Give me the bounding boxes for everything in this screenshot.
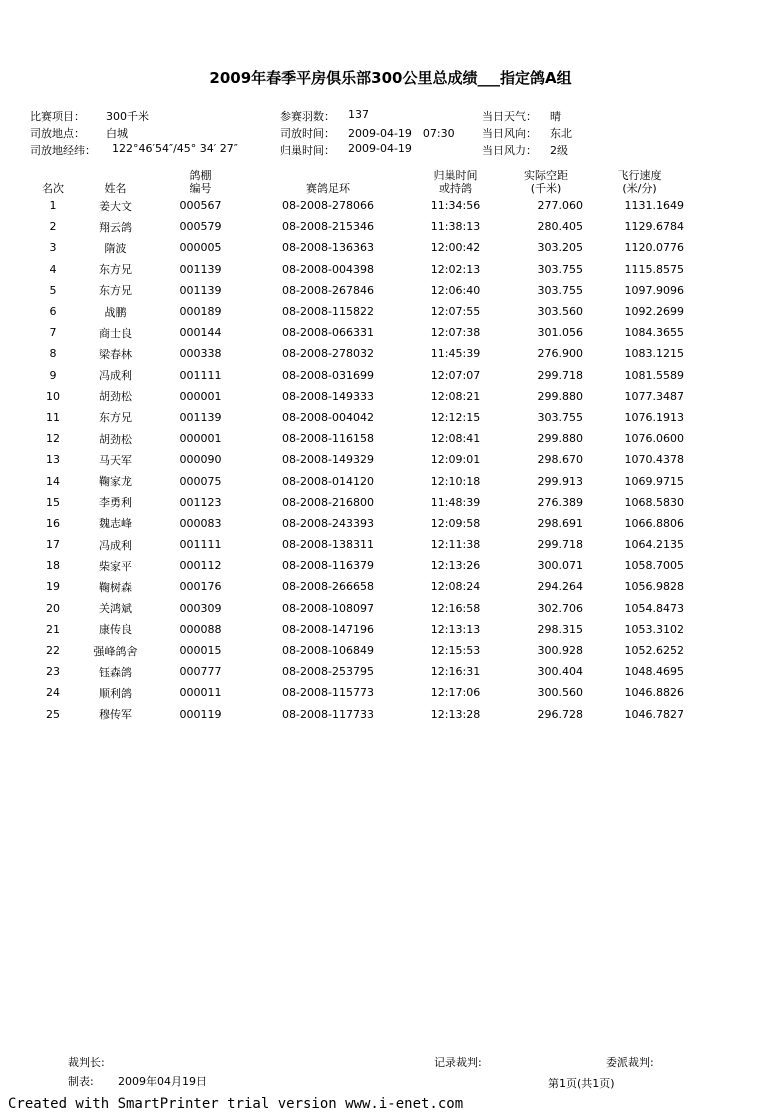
- results-body: [28, 195, 690, 725]
- recorder: 记录裁判:: [434, 1056, 482, 1069]
- cell-name: 鞠家龙: [99, 475, 132, 489]
- cell-rank: 14: [46, 474, 60, 488]
- cell-dist: 300.404: [537, 665, 583, 679]
- cell-speed: 1054.8473: [624, 601, 684, 615]
- cell-loft: 000001: [179, 389, 222, 403]
- cell-speed: 1092.2699: [624, 305, 684, 319]
- cell-speed: 1070.4378: [624, 453, 684, 467]
- cell-speed: 1129.6784: [624, 220, 684, 234]
- cell-name: 穆传军: [99, 708, 132, 722]
- cell-name: 康传良: [99, 623, 132, 637]
- cell-ring: 08-2008-115773: [282, 686, 374, 700]
- cell-speed: 1056.9828: [624, 580, 684, 594]
- cell-speed: 1076.0600: [624, 432, 684, 446]
- cell-rank: 13: [46, 453, 60, 467]
- cell-loft: 000090: [179, 453, 222, 467]
- cell-dist: 298.670: [537, 453, 583, 467]
- cell-loft: 000567: [179, 199, 222, 213]
- table-row: [28, 682, 690, 703]
- release-time-value: 2009-04-19 07:30: [348, 127, 455, 140]
- made-by-label: 制表:: [68, 1075, 94, 1088]
- col-speed: 飞行速度 (米/分): [617, 169, 662, 195]
- cell-ring: 08-2008-115822: [282, 305, 374, 319]
- cell-name: 胡劲松: [99, 390, 132, 404]
- cell-speed: 1077.3487: [624, 389, 684, 403]
- cell-rank: 1: [49, 199, 57, 213]
- cell-rank: 22: [46, 644, 60, 658]
- table-row: [28, 640, 690, 661]
- table-row: [28, 280, 690, 301]
- cell-speed: 1068.5830: [624, 495, 684, 509]
- cell-time: 12:11:38: [430, 538, 481, 552]
- col-time: 归巢时间 或持鸽: [433, 169, 478, 195]
- cell-name: 李勇利: [99, 496, 132, 510]
- cell-dist: 300.560: [537, 686, 583, 700]
- cell-time: 12:08:21: [430, 389, 481, 403]
- table-row: [28, 365, 690, 386]
- cell-loft: 000309: [179, 601, 222, 615]
- cell-speed: 1120.0776: [624, 241, 684, 255]
- cell-dist: 299.718: [537, 368, 583, 382]
- cell-time: 12:16:31: [430, 665, 481, 679]
- cell-ring: 08-2008-014120: [282, 474, 374, 488]
- wind-dir-label: 当日风向：: [482, 127, 537, 140]
- cell-ring: 08-2008-149329: [282, 453, 374, 467]
- cell-loft: 000075: [179, 474, 222, 488]
- cell-time: 12:07:07: [430, 368, 481, 382]
- cell-time: 11:38:13: [430, 220, 481, 234]
- cell-dist: 299.913: [537, 474, 583, 488]
- cell-dist: 296.728: [537, 707, 583, 721]
- cell-time: 11:45:39: [430, 347, 481, 361]
- cell-dist: 277.060: [537, 199, 583, 213]
- cell-rank: 9: [49, 368, 57, 382]
- cell-dist: 299.718: [537, 538, 583, 552]
- watermark: Created with SmartPrinter trial version www.i-enet.com: [8, 1096, 464, 1112]
- cell-ring: 08-2008-108097: [282, 601, 374, 615]
- table-row: [28, 619, 690, 640]
- chief-referee: 裁判长:: [68, 1056, 105, 1069]
- cell-speed: 1097.9096: [624, 283, 684, 297]
- cell-dist: 303.205: [537, 241, 583, 255]
- cell-time: 12:12:15: [430, 410, 481, 424]
- cell-time: 12:10:18: [430, 474, 481, 488]
- cell-speed: 1066.8806: [624, 516, 684, 530]
- col-ring: 赛鸽足环: [306, 182, 350, 195]
- table-header-row: [28, 165, 690, 195]
- cell-rank: 10: [46, 389, 60, 403]
- table-row: [28, 661, 690, 682]
- cell-loft: 000189: [179, 305, 222, 319]
- cell-rank: 8: [49, 347, 57, 361]
- cell-time: 12:09:01: [430, 453, 481, 467]
- cell-rank: 12: [46, 432, 60, 446]
- cell-rank: 7: [49, 326, 57, 340]
- cell-dist: 300.071: [537, 559, 583, 573]
- cell-rank: 6: [49, 305, 57, 319]
- cell-ring: 08-2008-138311: [282, 538, 374, 552]
- assigned-referee: 委派裁判:: [606, 1056, 654, 1069]
- cell-speed: 1064.2135: [624, 538, 684, 552]
- cell-dist: 280.405: [537, 220, 583, 234]
- cell-speed: 1084.3655: [624, 326, 684, 340]
- cell-rank: 17: [46, 538, 60, 552]
- table-row: [28, 195, 690, 216]
- cell-dist: 299.880: [537, 432, 583, 446]
- table-row: [28, 237, 690, 258]
- release-time-label: 司放时间：: [280, 127, 335, 140]
- table-row: [28, 322, 690, 343]
- cell-ring: 08-2008-267846: [282, 283, 374, 297]
- cell-name: 冯成利: [99, 369, 132, 383]
- cell-time: 12:17:06: [430, 686, 481, 700]
- cell-name: 梁春林: [99, 347, 132, 361]
- cell-ring: 08-2008-278032: [282, 347, 374, 361]
- cell-loft: 001111: [179, 368, 222, 382]
- release-coords-value: 122°46′54″/45° 34′ 27″: [112, 142, 238, 155]
- cell-speed: 1058.7005: [624, 559, 684, 573]
- cell-time: 12:06:40: [430, 283, 481, 297]
- made-date: 2009年04月19日: [118, 1075, 207, 1088]
- cell-ring: 08-2008-253795: [282, 665, 374, 679]
- cell-name: 顺利鸽: [99, 686, 132, 700]
- weather-label: 当日天气：: [482, 110, 537, 123]
- cell-speed: 1115.8575: [624, 262, 684, 276]
- cell-speed: 1053.3102: [624, 622, 684, 636]
- results-table: [28, 165, 690, 725]
- cell-dist: 276.900: [537, 347, 583, 361]
- cell-name: 马天军: [99, 453, 132, 467]
- cell-speed: 1048.4695: [624, 665, 684, 679]
- cell-ring: 08-2008-136363: [282, 241, 374, 255]
- cell-dist: 301.056: [537, 326, 583, 340]
- cell-name: 关鸿斌: [99, 602, 132, 616]
- table-row: [28, 470, 690, 491]
- cell-name: 战鹏: [104, 305, 127, 319]
- entries-value: 137: [348, 108, 369, 121]
- cell-name: 隋波: [104, 241, 127, 255]
- cell-name: 胡劲松: [99, 432, 132, 446]
- table-row: [28, 555, 690, 576]
- cell-loft: 001139: [179, 283, 222, 297]
- cell-ring: 08-2008-266658: [282, 580, 374, 594]
- cell-dist: 299.880: [537, 389, 583, 403]
- cell-dist: 298.315: [537, 622, 583, 636]
- table-row: [28, 513, 690, 534]
- cell-loft: 000083: [179, 516, 222, 530]
- cell-name: 姜大文: [99, 199, 132, 213]
- cell-ring: 08-2008-243393: [282, 516, 374, 530]
- cell-rank: 4: [49, 262, 57, 276]
- cell-rank: 24: [46, 686, 60, 700]
- cell-ring: 08-2008-116158: [282, 432, 374, 446]
- return-time-label: 归巢时间：: [280, 144, 335, 157]
- cell-time: 12:13:13: [430, 622, 481, 636]
- table-row: [28, 704, 690, 725]
- cell-ring: 08-2008-215346: [282, 220, 374, 234]
- col-dist: 实际空距 (千米): [524, 169, 568, 195]
- cell-speed: 1052.6252: [624, 644, 684, 658]
- table-row: [28, 428, 690, 449]
- cell-ring: 08-2008-116379: [282, 559, 374, 573]
- cell-rank: 21: [46, 622, 60, 636]
- table-row: [28, 449, 690, 470]
- cell-loft: 000176: [179, 580, 222, 594]
- cell-loft: 000112: [179, 559, 222, 573]
- table-row: [28, 386, 690, 407]
- cell-name: 强峰鸽舍: [93, 644, 138, 658]
- cell-dist: 300.928: [537, 644, 583, 658]
- col-rank: 名次: [42, 182, 64, 195]
- cell-name: 商士良: [99, 326, 132, 340]
- cell-rank: 16: [46, 516, 60, 530]
- cell-time: 12:08:24: [430, 580, 481, 594]
- cell-speed: 1081.5589: [624, 368, 684, 382]
- cell-ring: 08-2008-004398: [282, 262, 374, 276]
- cell-ring: 08-2008-117733: [282, 707, 374, 721]
- table-row: [28, 492, 690, 513]
- col-name: 姓名: [104, 182, 127, 195]
- table-row: [28, 407, 690, 428]
- cell-loft: 000005: [179, 241, 222, 255]
- cell-time: 12:13:28: [430, 707, 481, 721]
- table-row: [28, 343, 690, 364]
- cell-rank: 2: [49, 220, 57, 234]
- cell-time: 12:07:38: [430, 326, 481, 340]
- cell-loft: 000579: [179, 220, 222, 234]
- cell-speed: 1046.7827: [624, 707, 684, 721]
- cell-name: 魏志峰: [99, 517, 132, 531]
- cell-ring: 08-2008-278066: [282, 199, 374, 213]
- cell-name: 鞠树森: [99, 580, 132, 594]
- page-title: 2009年春季平房俱乐部300公里总成绩___指定鸽A组: [209, 69, 572, 87]
- cell-rank: 3: [49, 241, 57, 255]
- cell-speed: 1131.1649: [624, 199, 684, 213]
- release-place-label: 司放地点：: [30, 127, 85, 140]
- cell-dist: 302.706: [537, 601, 583, 615]
- table-row: [28, 216, 690, 237]
- return-time-value: 2009-04-19: [348, 142, 412, 155]
- cell-ring: 08-2008-066331: [282, 326, 374, 340]
- release-coords-label: 司放地经纬：: [30, 144, 96, 157]
- cell-loft: 000011: [179, 686, 222, 700]
- cell-name: 冯成利: [99, 538, 132, 552]
- cell-loft: 000001: [179, 432, 222, 446]
- cell-loft: 001123: [179, 495, 222, 509]
- cell-time: 12:16:58: [430, 601, 481, 615]
- weather-value: 晴: [550, 110, 561, 123]
- cell-rank: 18: [46, 559, 60, 573]
- cell-ring: 08-2008-149333: [282, 389, 374, 403]
- table-row: [28, 576, 690, 597]
- cell-rank: 11: [46, 410, 60, 424]
- cell-loft: 000144: [179, 326, 222, 340]
- cell-name: 东方兄: [99, 411, 132, 425]
- cell-speed: 1076.1913: [624, 410, 684, 424]
- cell-rank: 19: [46, 580, 60, 594]
- cell-speed: 1046.8826: [624, 686, 684, 700]
- cell-dist: 276.389: [537, 495, 583, 509]
- cell-ring: 08-2008-147196: [282, 622, 374, 636]
- col-loft: 鸽棚 编号: [189, 169, 212, 195]
- cell-loft: 001139: [179, 410, 222, 424]
- cell-name: 翔云鸽: [99, 220, 132, 234]
- table-row: [28, 259, 690, 280]
- cell-dist: 303.560: [537, 305, 583, 319]
- cell-name: 东方兄: [99, 263, 132, 277]
- cell-loft: 001111: [179, 538, 222, 552]
- cell-name: 东方兄: [99, 284, 132, 298]
- cell-rank: 25: [46, 707, 60, 721]
- cell-loft: 001139: [179, 262, 222, 276]
- cell-name: 钰森鸽: [99, 665, 132, 679]
- page-number: 第1页(共1页): [548, 1077, 615, 1090]
- cell-time: 12:13:26: [430, 559, 481, 573]
- cell-ring: 08-2008-031699: [282, 368, 374, 382]
- table-row: [28, 598, 690, 619]
- cell-dist: 303.755: [537, 410, 583, 424]
- cell-dist: 303.755: [537, 262, 583, 276]
- cell-time: 12:08:41: [430, 432, 481, 446]
- wind-force-value: 2级: [550, 144, 568, 157]
- cell-loft: 000338: [179, 347, 222, 361]
- cell-loft: 000088: [179, 622, 222, 636]
- cell-loft: 000015: [179, 644, 222, 658]
- cell-ring: 08-2008-004042: [282, 410, 374, 424]
- cell-speed: 1083.1215: [624, 347, 684, 361]
- cell-time: 12:00:42: [430, 241, 481, 255]
- event-value: 300千米: [106, 110, 149, 123]
- cell-speed: 1069.9715: [624, 474, 684, 488]
- cell-time: 12:09:58: [430, 516, 481, 530]
- cell-time: 11:48:39: [430, 495, 481, 509]
- cell-rank: 5: [49, 283, 57, 297]
- cell-time: 12:15:53: [430, 644, 481, 658]
- cell-rank: 15: [46, 495, 60, 509]
- cell-name: 柴家平: [99, 559, 132, 573]
- event-label: 比赛项目：: [30, 110, 85, 123]
- cell-rank: 20: [46, 601, 60, 615]
- wind-force-label: 当日风力：: [482, 144, 537, 157]
- cell-ring: 08-2008-106849: [282, 644, 374, 658]
- cell-time: 12:07:55: [430, 305, 481, 319]
- cell-ring: 08-2008-216800: [282, 495, 374, 509]
- table-row: [28, 301, 690, 322]
- cell-dist: 298.691: [537, 516, 583, 530]
- table-row: [28, 534, 690, 555]
- cell-dist: 303.755: [537, 283, 583, 297]
- cell-rank: 23: [46, 665, 60, 679]
- wind-dir-value: 东北: [550, 127, 572, 140]
- entries-label: 参赛羽数：: [280, 110, 335, 123]
- cell-dist: 294.264: [537, 580, 583, 594]
- cell-time: 12:02:13: [430, 262, 481, 276]
- release-place-value: 白城: [106, 127, 128, 140]
- cell-loft: 000119: [179, 707, 222, 721]
- cell-loft: 000777: [179, 665, 222, 679]
- cell-time: 11:34:56: [430, 199, 481, 213]
